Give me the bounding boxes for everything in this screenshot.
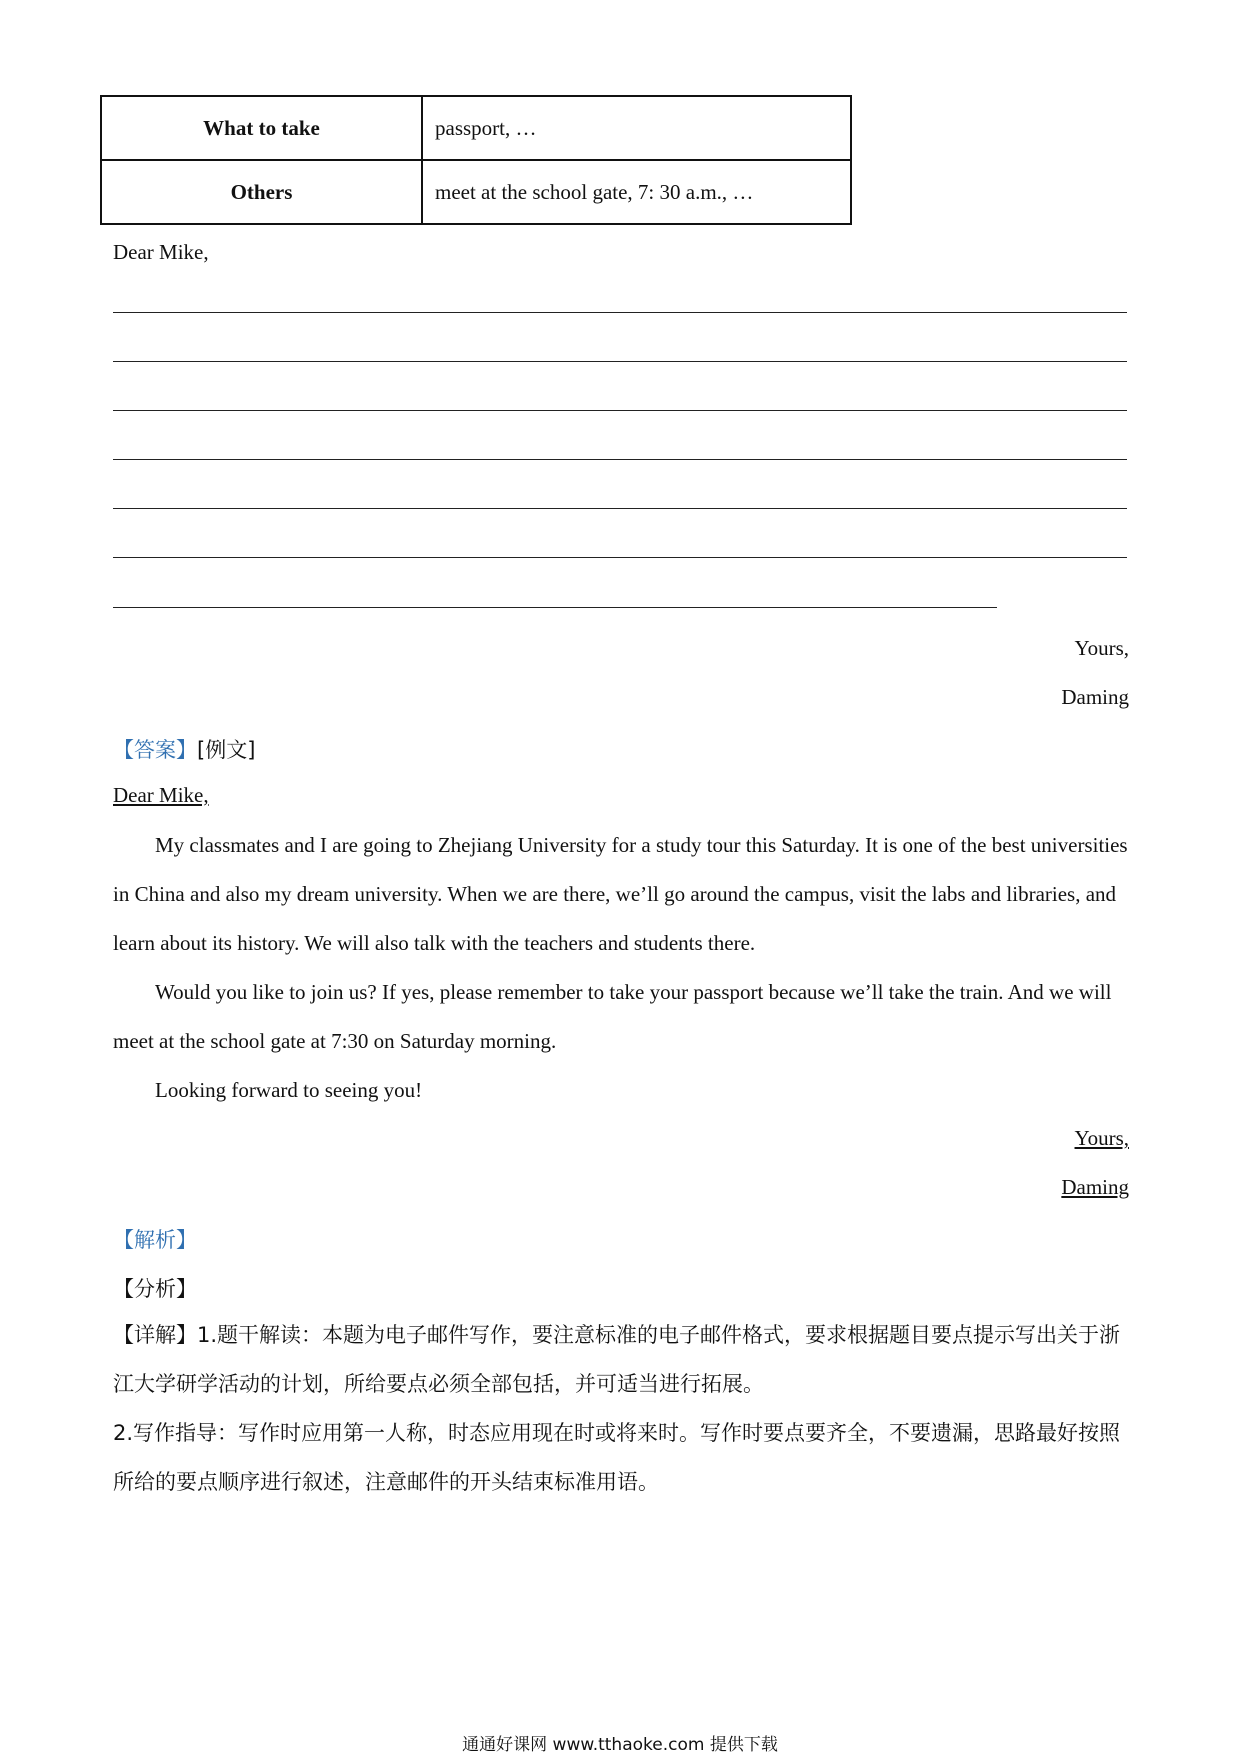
xiangjie-paragraph	[113, 1311, 1129, 1409]
answer-paragraph-3: Looking forward to seeing you!	[155, 1078, 423, 1102]
answer-tag: 【答案】	[113, 738, 197, 762]
table-key: What to take	[101, 96, 422, 160]
answer-line	[113, 459, 1127, 460]
answer-line	[113, 361, 1127, 362]
answer-heading	[113, 734, 255, 764]
table-row	[101, 96, 851, 160]
answer-closing: Yours,	[1074, 1126, 1129, 1150]
answer-label: [例文]	[197, 738, 256, 762]
writing-guide-paragraph: 2.写作指导：写作时应用第一人称，时态应用现在时或将来时。写作时要点要齐全，不要遗漏，思路最好按照所给的要点顺序进行叙述，注意邮件的开头结束标准用语。	[113, 1421, 1121, 1494]
answer-line	[113, 508, 1127, 509]
fenxi-tag: 【分析】	[113, 1277, 197, 1301]
question-greeting: Dear Mike,	[113, 240, 209, 264]
page-footer: 通通好课网 www.tthaoke.com 提供下载	[462, 1735, 778, 1755]
table-value: meet at the school gate, 7: 30 a.m., …	[422, 160, 851, 224]
table-value: passport, …	[422, 96, 851, 160]
table-key: Others	[101, 160, 422, 224]
question-signature: Daming	[1061, 685, 1129, 709]
answer-line	[113, 607, 997, 608]
xiangjie-tag: 【详解】	[113, 1323, 197, 1347]
answer-greeting: Dear Mike,	[113, 783, 209, 807]
answer-line	[113, 557, 1127, 558]
table-row	[101, 160, 851, 224]
info-table	[100, 95, 852, 225]
answer-signature: Daming	[1061, 1175, 1129, 1199]
answer-line	[113, 410, 1127, 411]
answer-paragraph-1: My classmates and I are going to Zhejiang University for a study tour this Saturday. It is one of the best universities in China and also my dream university. When we are there, we’ll go around the campus, visit the labs and libraries, and learn about its history. We will also talk with the teachers and students there.	[113, 833, 1128, 955]
question-closing: Yours,	[1074, 636, 1129, 660]
analysis-tag: 【解析】	[113, 1228, 197, 1252]
xiangjie-text: 1.题干解读：本题为电子邮件写作，要注意标准的电子邮件格式，要求根据题目要点提示写出关于浙江大学研学活动的计划，所给要点必须全部包括，并可适当进行拓展。	[113, 1323, 1121, 1396]
answer-line	[113, 312, 1127, 313]
answer-paragraph-2: Would you like to join us? If yes, please remember to take your passport because we’ll take the train. And we will meet at the school gate at 7:30 on Saturday morning.	[113, 980, 1112, 1053]
